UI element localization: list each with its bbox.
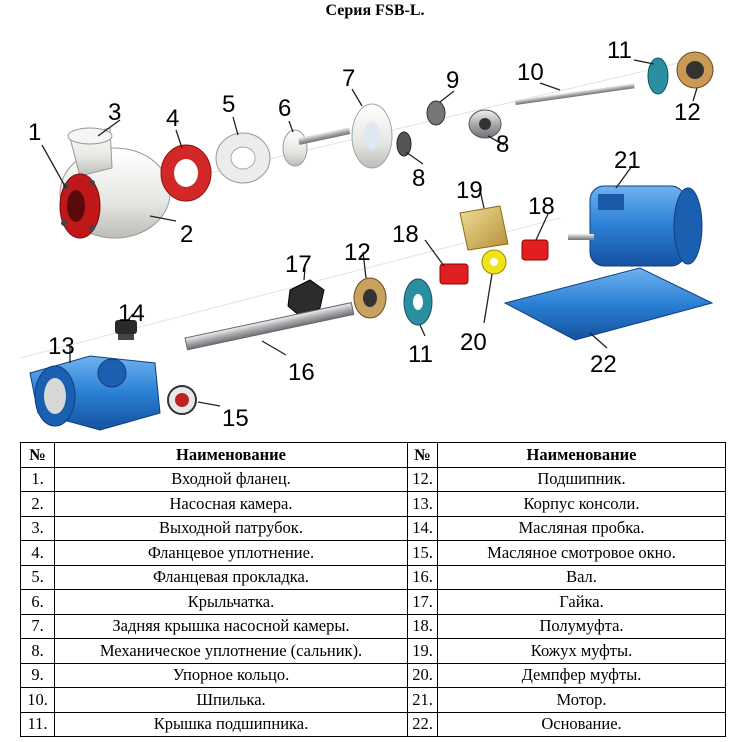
- row-name-left: Выходной патрубок.: [55, 516, 408, 541]
- callout-14: 14: [118, 300, 145, 327]
- thrust-ring: [427, 101, 445, 125]
- row-num-right: 21.: [408, 688, 438, 713]
- row-name-left: Задняя крышка насосной камеры.: [55, 614, 408, 639]
- row-name-left: Механическое уплотнение (сальник).: [55, 639, 408, 664]
- callout-18b: 18: [528, 193, 555, 220]
- row-num-right: 16.: [408, 565, 438, 590]
- flange-gasket: [216, 133, 270, 183]
- callout-6: 6: [278, 95, 292, 122]
- table-row: [21, 541, 726, 566]
- row-name-right: Масляная пробка.: [438, 516, 726, 541]
- header-num-right: №: [408, 443, 438, 468]
- callout-18a: 18: [392, 221, 419, 248]
- row-name-left: Шпилька.: [55, 688, 408, 713]
- table-row: [21, 492, 726, 517]
- base-plate: [505, 268, 712, 340]
- parts-table-body: [21, 467, 726, 737]
- row-num-left: 6.: [21, 590, 55, 615]
- callout-12b: 12: [344, 239, 371, 266]
- motor: [568, 186, 702, 266]
- callout-13: 13: [48, 333, 75, 360]
- bracket-housing: [30, 356, 160, 430]
- coupling-damper: [482, 250, 506, 274]
- row-num-left: 8.: [21, 639, 55, 664]
- table-row: [21, 516, 726, 541]
- row-name-right: Подшипник.: [438, 467, 726, 492]
- table-row: [21, 688, 726, 713]
- table-header-row: [21, 443, 726, 468]
- half-coupling-right: [522, 240, 548, 260]
- row-num-left: 1.: [21, 467, 55, 492]
- row-name-right: Демпфер муфты.: [438, 663, 726, 688]
- row-name-right: Полумуфта.: [438, 614, 726, 639]
- row-num-left: 10.: [21, 688, 55, 713]
- stud: [515, 83, 635, 105]
- callout-8b: 8: [496, 131, 510, 158]
- mechanical-seal-a: [397, 132, 411, 156]
- row-num-right: 17.: [408, 590, 438, 615]
- row-name-right: Масляное смотровое окно.: [438, 541, 726, 566]
- row-num-right: 18.: [408, 614, 438, 639]
- bearing-lower: [354, 278, 386, 318]
- row-name-right: Корпус консоли.: [438, 492, 726, 517]
- callout-22: 22: [590, 351, 617, 378]
- parts-table: [20, 442, 726, 737]
- row-num-left: 11.: [21, 712, 55, 737]
- callout-7: 7: [342, 65, 356, 92]
- header-name-left: Наименование: [55, 443, 408, 468]
- callout-5: 5: [222, 91, 236, 118]
- callout-16: 16: [288, 359, 315, 386]
- callout-21: 21: [614, 147, 641, 174]
- row-num-left: 7.: [21, 614, 55, 639]
- row-name-left: Крышка подшипника.: [55, 712, 408, 737]
- row-name-left: Входной фланец.: [55, 467, 408, 492]
- callout-11a: 11: [607, 37, 632, 64]
- callout-20: 20: [460, 329, 487, 356]
- row-num-left: 4.: [21, 541, 55, 566]
- inlet-flange: [60, 174, 100, 238]
- table-row: [21, 639, 726, 664]
- impeller: [283, 127, 350, 166]
- callout-2: 2: [180, 221, 194, 248]
- row-num-right: 13.: [408, 492, 438, 517]
- table-row: [21, 467, 726, 492]
- header-name-right: Наименование: [438, 443, 726, 468]
- exploded-view-diagram: [0, 18, 750, 438]
- row-num-left: 9.: [21, 663, 55, 688]
- row-name-right: Кожух муфты.: [438, 639, 726, 664]
- table-row: [21, 712, 726, 737]
- page-title: Серия FSB-L.: [325, 2, 425, 19]
- row-name-right: Основание.: [438, 712, 726, 737]
- callout-1: 1: [28, 119, 42, 146]
- table-row: [21, 614, 726, 639]
- row-num-left: 3.: [21, 516, 55, 541]
- callout-4: 4: [166, 105, 180, 132]
- row-name-left: Крыльчатка.: [55, 590, 408, 615]
- row-name-right: Вал.: [438, 565, 726, 590]
- row-num-right: 12.: [408, 467, 438, 492]
- row-name-left: Фланцевая прокладка.: [55, 565, 408, 590]
- row-name-left: Фланцевое уплотнение.: [55, 541, 408, 566]
- table-row: [21, 565, 726, 590]
- callout-9: 9: [446, 67, 460, 94]
- row-num-right: 19.: [408, 639, 438, 664]
- callout-11b: 11: [408, 341, 433, 368]
- coupling-guard: [460, 206, 508, 250]
- half-coupling-left: [440, 264, 468, 284]
- callout-10: 10: [517, 59, 544, 86]
- table-row: [21, 590, 726, 615]
- callout-19: 19: [456, 177, 483, 204]
- header-num-left: №: [21, 443, 55, 468]
- callout-17: 17: [285, 251, 312, 278]
- row-num-right: 22.: [408, 712, 438, 737]
- callout-12a: 12: [674, 99, 701, 126]
- row-name-right: Мотор.: [438, 688, 726, 713]
- rear-cover: [352, 104, 392, 168]
- bearing-cover-lower: [404, 279, 432, 325]
- row-num-left: 5.: [21, 565, 55, 590]
- shaft: [185, 303, 354, 350]
- row-num-right: 14.: [408, 516, 438, 541]
- row-name-left: Упорное кольцо.: [55, 663, 408, 688]
- callout-3: 3: [108, 99, 122, 126]
- table-row: [21, 663, 726, 688]
- callout-8a: 8: [412, 165, 426, 192]
- flange-seal: [161, 145, 211, 201]
- row-num-right: 15.: [408, 541, 438, 566]
- callout-15: 15: [222, 405, 249, 432]
- row-num-left: 2.: [21, 492, 55, 517]
- oil-sight-glass: [168, 386, 196, 414]
- bearing-top: [677, 52, 713, 88]
- row-num-right: 20.: [408, 663, 438, 688]
- row-name-right: Гайка.: [438, 590, 726, 615]
- row-name-left: Насосная камера.: [55, 492, 408, 517]
